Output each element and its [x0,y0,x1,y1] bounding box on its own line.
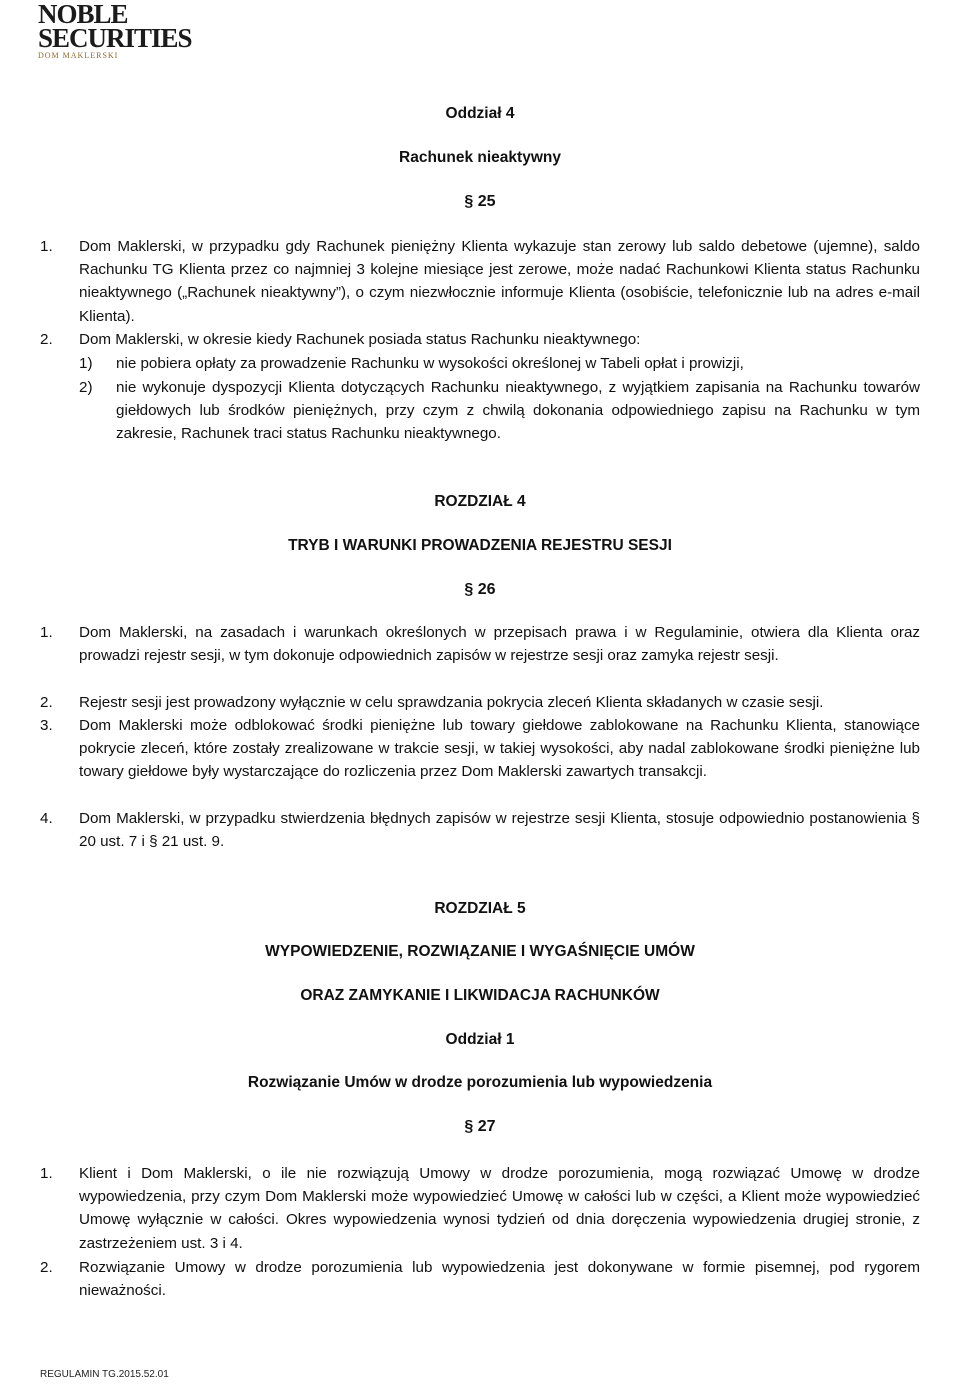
paragraph-mark: § 27 [464,1118,496,1135]
item-number: 1. [40,624,53,641]
chapter-subtitle: TRYB I WARUNKI PROWADZENIA REJESTRU SESJI [288,537,672,554]
item-number: 3. [40,717,53,734]
item-text: Rozwiązanie Umowy w drodze porozumienia lub wypowiedzenia jest dokonywane w formie pisemnej, pod rygorem nieważności. [79,1259,920,1300]
paragraph-mark: § 26 [464,581,496,598]
item-number: 1. [40,238,53,255]
item-text: Klient i Dom Maklerski, o ile nie rozwiązują Umowy w drodze porozumienia, mogą rozwiązać Umowę w drodze wypowiedzenia, przy czym Dom Maklerski może wypowiedzieć Umowę w całości lub w części, a Klient może wypowiedzieć Umowę wyłącznie w całości. Okres wypowiedzenia wynosi tydzień od dnia doręczenia wypowiedzenia drugiej stronie, z zastrzeżeniem ust. 3 i 4. [79,1165,920,1252]
item-text: Dom Maklerski, w okresie kiedy Rachunek posiada status Rachunku nieaktywnego: [79,331,641,348]
item-number: 1. [40,1165,53,1182]
logo-line-noble: NOBLE [38,0,128,29]
chapter-title: ROZDZIAŁ 4 [434,493,526,510]
item-text: Dom Maklerski może odblokować środki pieniężne lub towary giełdowe zablokowane na Rachunku Klienta, stanowiące pokrycie zleceń, które zostały zrealizowane w trakcie sesji, w takiej wysokości, aby nadal zablokowane środki pieniężne lub towary giełdowe były wystarczające do rozliczenia przez Dom Maklerski zawartych transakcji. [79,717,920,781]
logo-line-dom-maklerski: DOM MAKLERSKI [38,51,119,60]
section-subtitle: Rozwiązanie Umów w drodze porozumienia lub wypowiedzenia [247,1074,713,1091]
paragraph-mark: § 25 [464,193,496,210]
item-number: 2. [40,1259,53,1276]
logo-line-securities: SECURITIES [38,23,192,53]
chapter-subtitle: ORAZ ZAMYKANIE I LIKWIDACJA RACHUNKÓW [300,987,660,1004]
subitem-text: nie pobiera opłaty za prowadzenie Rachunku w wysokości określonej w Tabeli opłat i prowizji, [116,355,744,372]
company-logo [38,2,208,60]
subitem-number: 2) [79,379,93,396]
subitem-text: nie wykonuje dyspozycji Klienta dotyczących Rachunku nieaktywnego, z wyjątkiem zapisania na Rachunku towarów giełdowych lub środków pieniężnych, przy czym z chwilą dokonania odpowiedniego zapisu na Rachunku w tym zakresie, Rachunek traci status Rachunku nieaktywnego. [116,379,920,443]
item-text: Dom Maklerski, na zasadach i warunkach określonych w przepisach prawa i w Regulaminie, otwiera dla Klienta oraz prowadzi rejestr sesji, w tym dokonuje odpowiednich zapisów w rejestrze sesji oraz zamyka rejestr sesji. [79,624,920,665]
item-number: 2. [40,331,53,348]
section-subtitle: Rachunek nieaktywny [399,149,561,166]
section-title: Oddział 4 [445,105,515,122]
item-number: 2. [40,694,53,711]
document-footer: REGULAMIN TG.2015.52.01 [40,1369,169,1380]
item-number: 4. [40,810,53,827]
item-text: Dom Maklerski, w przypadku stwierdzenia błędnych zapisów w rejestrze sesji Klienta, stosuje odpowiednio postanowienia § 20 ust. 7 i § 21 ust. 9. [79,810,920,851]
chapter-title: ROZDZIAŁ 5 [434,900,526,917]
subitem-number: 1) [79,355,93,372]
chapter-subtitle: WYPOWIEDZENIE, ROZWIĄZANIE I WYGAŚNIĘCIE UMÓW [265,943,695,960]
item-text: Rejestr sesji jest prowadzony wyłącznie w celu sprawdzania pokrycia zleceń Klienta składanych w czasie sesji. [79,694,824,711]
section-title: Oddział 1 [445,1031,515,1048]
item-text: Dom Maklerski, w przypadku gdy Rachunek pieniężny Klienta wykazuje stan zerowy lub saldo debetowe (ujemne), saldo Rachunku TG Klienta przez co najmniej 3 kolejne miesiące jest zerowe, może nadać Rachunkowi Klienta status Rachunku nieaktywnego („Rachunek nieaktywny”), o czym niezwłocznie informuje Klienta (osobiście, telefonicznie lub na adres e-mail Klienta). [79,238,920,325]
